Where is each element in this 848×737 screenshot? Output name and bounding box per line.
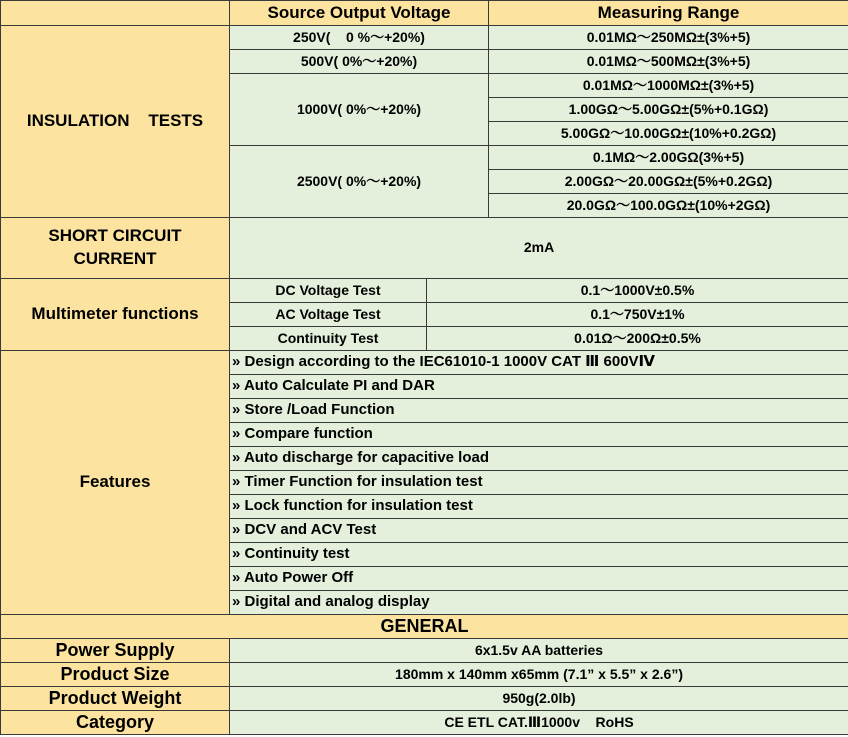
insulation-voltage-250v: 250V( 0 %～+20%) (230, 26, 489, 50)
multimeter-dc-voltage-value: 0.1～1000V±0.5% (427, 279, 848, 303)
insulation-range-1000v-2: 1.00GΩ～5.00GΩ±(5%+0.1GΩ) (489, 98, 848, 122)
insulation-range-2500v-2: 2.00GΩ～20.00GΩ±(5%+0.2GΩ) (489, 170, 848, 194)
feature-item: » Continuity test (230, 543, 848, 567)
header-measuring-range: Measuring Range (489, 1, 848, 26)
feature-item: » Compare function (230, 423, 848, 447)
insulation-voltage-1000v: 1000V( 0%～+20%) (230, 74, 489, 146)
power-supply-value: 6x1.5v AA batteries (230, 639, 848, 663)
insulation-range-1000v-3: 5.00GΩ～10.00GΩ±(10%+0.2GΩ) (489, 122, 848, 146)
category-value: CE ETL CAT.Ⅲ1000v RoHS (230, 711, 848, 735)
insulation-range-2500v-1: 0.1MΩ～2.00GΩ(3%+5) (489, 146, 848, 170)
multimeter-continuity-name: Continuity Test (230, 327, 427, 351)
feature-item: » Auto Power Off (230, 567, 848, 591)
insulation-range-2500v-3: 20.0GΩ～100.0GΩ±(10%+2GΩ) (489, 194, 848, 218)
insulation-range-1000v-1: 0.01MΩ～1000MΩ±(3%+5) (489, 74, 848, 98)
general-title: GENERAL (1, 615, 848, 639)
insulation-voltage-500v: 500V( 0%～+20%) (230, 50, 489, 74)
feature-item: » Auto discharge for capacitive load (230, 447, 848, 471)
feature-item: » Digital and analog display (230, 591, 848, 615)
multimeter-functions-label: Multimeter functions (1, 279, 230, 351)
insulation-range-250v: 0.01MΩ～250MΩ±(3%+5) (489, 26, 848, 50)
header-source-output-voltage: Source Output Voltage (230, 1, 489, 26)
header-corner-cell (1, 1, 230, 26)
multimeter-ac-voltage-value: 0.1～750V±1% (427, 303, 848, 327)
feature-item: » Lock function for insulation test (230, 495, 848, 519)
product-size-value: 180mm x 140mm x65mm (7.1” x 5.5” x 2.6”) (230, 663, 848, 687)
short-circuit-label: SHORT CIRCUIT CURRENT (1, 218, 230, 279)
category-label: Category (1, 711, 230, 735)
insulation-tests-label: INSULATION TESTS (1, 26, 230, 218)
product-weight-value: 950g(2.0lb) (230, 687, 848, 711)
features-label: Features (1, 351, 230, 615)
short-circuit-value: 2mA (230, 218, 848, 279)
feature-item: » Store /Load Function (230, 399, 848, 423)
insulation-voltage-2500v: 2500V( 0%～+20%) (230, 146, 489, 218)
multimeter-dc-voltage-name: DC Voltage Test (230, 279, 427, 303)
feature-item: » Timer Function for insulation test (230, 471, 848, 495)
feature-item: » DCV and ACV Test (230, 519, 848, 543)
multimeter-continuity-value: 0.01Ω～200Ω±0.5% (427, 327, 848, 351)
product-weight-label: Product Weight (1, 687, 230, 711)
feature-item: » Auto Calculate PI and DAR (230, 375, 848, 399)
insulation-range-500v: 0.01MΩ～500MΩ±(3%+5) (489, 50, 848, 74)
power-supply-label: Power Supply (1, 639, 230, 663)
multimeter-ac-voltage-name: AC Voltage Test (230, 303, 427, 327)
feature-item: » Design according to the IEC61010-1 1000V CAT Ⅲ 600VⅣ (230, 351, 848, 375)
product-size-label: Product Size (1, 663, 230, 687)
